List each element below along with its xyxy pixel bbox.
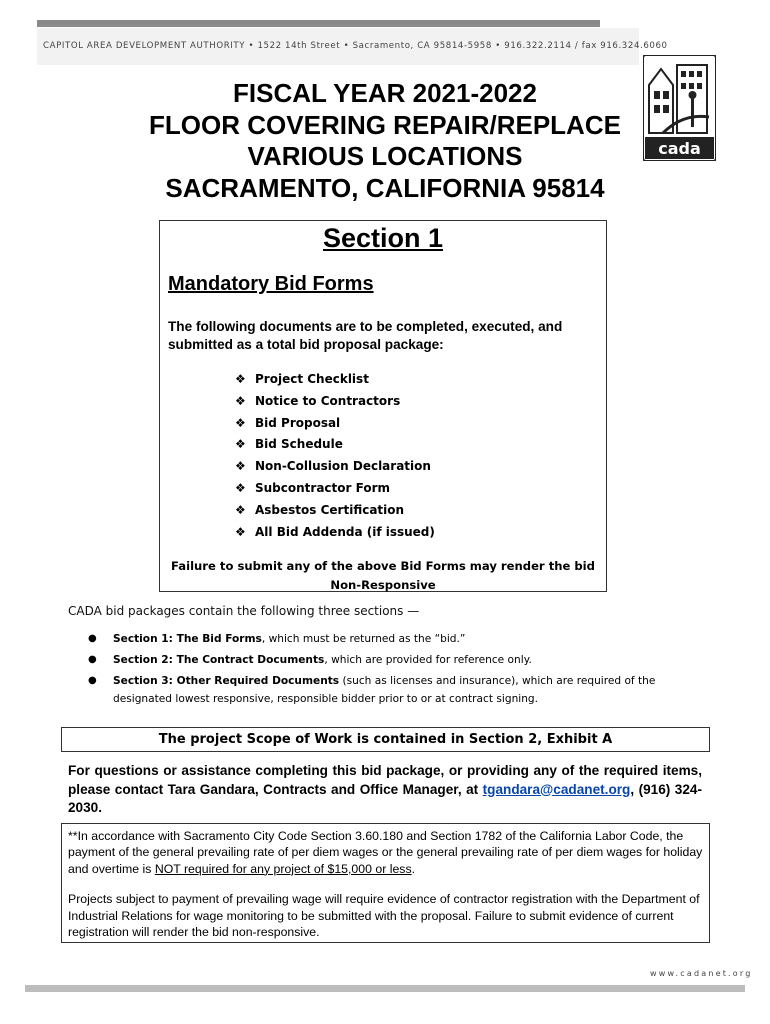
packages-intro: CADA bid packages contain the following three sections — [68,604,420,618]
prevailing-wage-text: **In accordance with Sacramento City Code Section 3.60.180 and Section 1782 of the California Labor Code, the payment of the general prevailing rate of per diem wages or the general prevailing rate of per diem wages for holiday and overtime is [68,829,703,876]
title-line-2: FLOOR COVERING REPAIR/REPLACE [149,109,621,140]
list-item [235,522,435,544]
failure-notice [160,557,606,595]
list-item [88,630,688,648]
diamond-bullet-icon: ❖ [235,372,246,386]
list-item-label: Asbestos Certification [255,502,405,517]
footer-bar [25,985,745,992]
list-item [235,391,435,413]
list-item [235,456,435,478]
diamond-bullet-icon: ❖ [235,437,246,452]
list-item-label: Notice to Contractors [255,393,401,408]
list-item-label: Subcontractor Form [255,480,390,495]
list-item-label: Bid Schedule [255,437,343,452]
title-line-4: SACRAMENTO, CALIFORNIA 95814 [165,172,605,203]
section-text: (such as licenses and insurance), which are required of the designated lowest responsive, responsible bidder prior to or at contract signing. [113,675,656,705]
diamond-bullet-icon: ❖ [235,459,246,474]
list-item [88,651,688,669]
diamond-bullet-icon: ❖ [235,524,246,539]
diamond-bullet-icon: ❖ [235,393,246,408]
agency-address-line: CAPITOL AREA DEVELOPMENT AUTHORITY • 1522 14th Street • Sacramento, CA 95814-5958 • 916.322.2114 / fax 916.324.6060 [37,28,639,65]
diamond-bullet-icon: ❖ [235,502,246,517]
header-top-bar [37,20,600,27]
list-item [235,478,435,500]
questions-contact [68,762,702,818]
list-item-label: All Bid Addenda (if issued) [255,524,435,539]
bullet-icon: ● [88,633,97,644]
package-sections-list [88,630,688,711]
contact-phone: , (916) 324-2030. [68,781,702,815]
list-item [235,413,435,435]
mandatory-bid-forms-heading: Mandatory Bid Forms [168,273,374,295]
title-line-1: FISCAL YEAR 2021-2022 [233,78,537,108]
scope-of-work-note: The project Scope of Work is contained in Section 2, Exhibit A [61,727,710,752]
diamond-bullet-icon: ❖ [235,480,246,495]
section-label: Section 1: The Bid Forms [113,633,262,645]
list-item [88,672,688,708]
list-item [235,500,435,522]
list-item-label: Project Checklist [255,372,369,386]
list-item [235,434,435,456]
contact-email-link[interactable]: tgandara@cadanet.org [482,781,631,797]
section-1-box [159,220,607,592]
logo-text: cada [658,139,701,158]
bid-forms-list [235,369,435,543]
failure-notice-line-1: Failure to submit any of the above Bid Forms may render the bid [171,559,595,573]
bid-forms-intro: The following documents are to be completed, executed, and submitted as a total bid proposal package: [168,319,563,352]
questions-text: For questions or assistance completing this bid package, or providing any of the required items, please contact Tara Gandara, Contracts and Office Manager, at [68,763,702,797]
prevailing-wage-end: . [411,861,416,876]
section-text: , which are provided for reference only. [324,654,532,666]
list-item [235,369,435,391]
page-title [60,78,710,204]
section-label: Section 2: The Contract Documents [113,654,325,666]
diamond-bullet-icon: ❖ [235,415,246,430]
section-text: , which must be returned as the “bid.” [261,633,466,645]
list-item-label: Non-Collusion Declaration [255,459,431,474]
prevailing-wage-box [61,823,710,943]
bullet-icon: ● [88,675,97,686]
prevailing-wage-paragraph-2: Projects subject to payment of prevailing wage will require evidence of contractor registration with the Department of Industrial Relations for wage monitoring to be submitted with the proposal. Failure to submit evidence of current registration will render the bid non-responsive. [68,892,700,940]
title-line-3: VARIOUS LOCATIONS [247,141,523,171]
section-heading: Section 1 [322,223,444,253]
list-item-label: Bid Proposal [255,415,341,430]
failure-notice-line-2: Non-Responsive [330,578,436,592]
bullet-icon: ● [88,654,97,665]
prevailing-wage-underlined: NOT required for any project of $15,000 or less [154,861,412,876]
footer-url: www.cadanet.org [650,969,753,978]
prevailing-wage-paragraph-1 [68,828,703,877]
section-label: Section 3: Other Required Documents [113,675,340,687]
